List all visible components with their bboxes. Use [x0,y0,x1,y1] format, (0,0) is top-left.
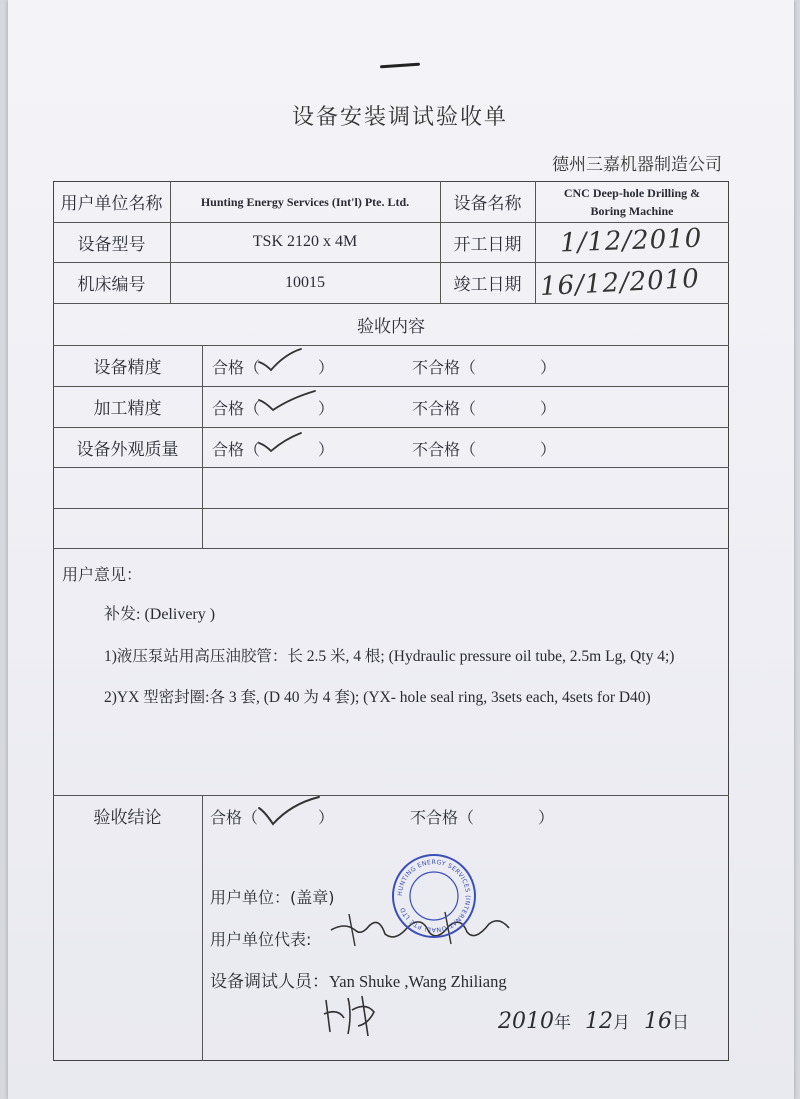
date-day-char: 日 [672,1013,689,1033]
equipment-name-line2: Boring Machine [590,203,674,218]
date-month-char: 月 [613,1013,630,1033]
check-pass-text: 合格（ [212,358,261,377]
section-title: 验收内容 [357,316,425,337]
model-label: 设备型号 [77,234,146,255]
check-fail-close: ） [540,440,557,459]
company-seal-stamp [390,852,478,940]
machine-number-label: 机床编号 [77,275,146,295]
check-pass-close: ） [318,358,335,377]
stamp-text: HUNTING ENERGY SERVICES (INTERNATIONAL) PTE LTD [396,858,472,934]
conclusion-fail-close: ） [538,808,555,827]
date-year-char: 年 [554,1013,571,1033]
company-name: 德州三嘉机器制造公司 [552,155,722,175]
checkmark-icon [255,429,319,457]
check-fail-text: 不合格（ [412,358,477,377]
tester-label: 设备调试人员： [210,972,329,992]
row-divider [53,508,729,509]
signoff-date [498,1008,689,1034]
checkmark-icon [255,346,319,374]
column-divider [202,795,203,1061]
user-unit-value: Hunting Energy Services (Int'l) Pte. Ltd. [200,194,410,209]
completion-date-label: 竣工日期 [453,275,522,295]
equipment-name-line1: CNC Deep-hole Drilling & [563,185,701,200]
completion-date-handwritten: 16/12/2010 [539,263,701,303]
check-label-machining-precision: 加工精度 [93,399,162,419]
date-year: 2010 [498,1009,554,1034]
tester-signature-icon [318,990,388,1040]
date-day: 16 [644,1009,672,1034]
tester-line [210,967,507,992]
supplement-item-1: 1)液压泵站用高压油胶管：长 2.5 米, 4 根; (Hydraulic pressure oil tube, 2.5m Lg, Qty 4;) [104,648,675,665]
user-representative-label: 用户单位代表: [210,930,312,949]
check-label-equipment-precision: 设备精度 [93,358,162,378]
document-title: 设备安装调试验收单 [291,105,508,130]
check-pass-close: ） [318,440,335,459]
check-fail-text: 不合格（ [412,399,477,418]
supplement-item-2: 2)YX 型密封圈:各 3 套, (D 40 为 4 套); (YX- hole seal ring, 3sets each, 4sets for D40) [104,689,651,706]
model-value: TSK 2120 x 4M [252,233,358,250]
supplement-line: 补发: (Delivery ) [104,606,216,623]
conclusion-fail-text: 不合格（ [410,808,475,827]
check-fail-close: ） [540,399,557,418]
start-date-handwritten: 1/12/2010 [559,223,703,259]
date-month: 12 [585,1009,613,1034]
row-divider [53,548,729,549]
conclusion-pass-text: 合格（ [210,808,259,827]
svg-text:HUNTING ENERGY SERVICES (INTER [397,859,471,933]
row-divider [53,467,729,468]
user-opinion-label: 用户意见： [62,565,143,584]
check-pass-text: 合格（ [212,399,261,418]
checkmark-icon [255,794,325,828]
check-fail-text: 不合格（ [412,440,477,459]
conclusion-pass-close: ） [318,808,335,827]
check-pass-close: ） [318,399,335,418]
user-unit-seal-label: 用户单位：(盖章) [210,888,335,907]
check-label-appearance-quality: 设备外观质量 [76,439,179,460]
equipment-name-value [535,181,729,222]
check-pass-text: 合格（ [212,440,261,459]
machine-number-value: 10015 [285,273,325,291]
equipment-name-label: 设备名称 [453,194,522,214]
checkmark-icon [255,388,327,416]
start-date-label: 开工日期 [453,234,522,255]
tester-names: Yan Shuke ,Wang Zhiliang [329,972,507,991]
check-fail-close: ） [540,358,557,377]
conclusion-label: 验收结论 [93,807,162,828]
user-unit-label: 用户单位名称 [60,194,163,214]
column-divider [202,345,203,548]
